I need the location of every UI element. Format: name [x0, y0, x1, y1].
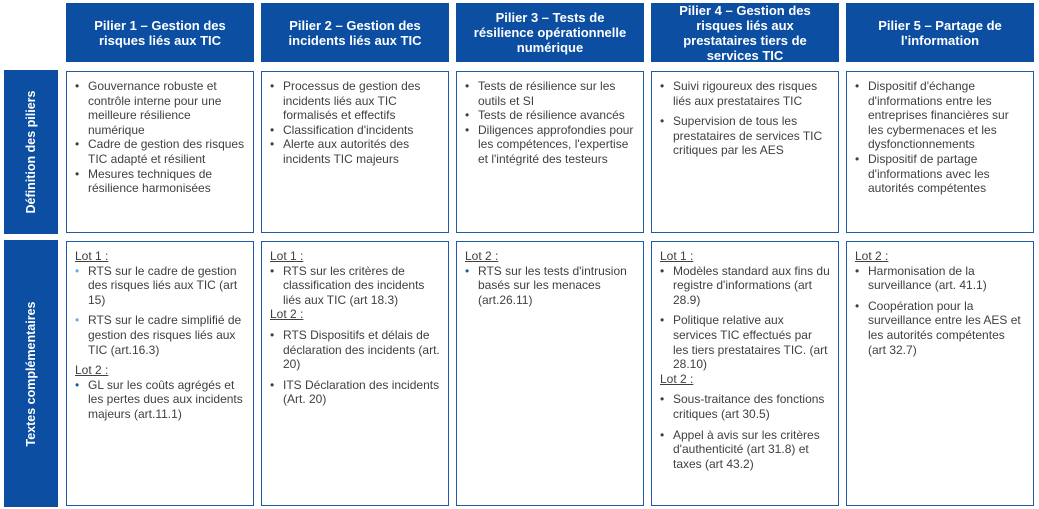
- text-item: Sous-traitance des fonctions critiques (art 30.5): [673, 392, 825, 421]
- text-item: Politique relative aux services TIC effectués par les tiers prestataires TIC. (art 28.10): [673, 313, 828, 372]
- lot-label: Lot 2 :: [465, 249, 499, 263]
- list-item: [660, 114, 830, 158]
- definition-text: Mesures techniques de résilience harmonisées: [88, 166, 213, 196]
- bullet-icon: •: [270, 263, 275, 278]
- bullet-icon: •: [75, 377, 80, 392]
- bullet-icon: •: [855, 263, 860, 278]
- bullet-icon: •: [465, 263, 470, 278]
- bullet-icon: •: [660, 79, 665, 93]
- text-item: Appel à avis sur les critères d'authenticité (art 31.8) et taxes (art 43.2): [673, 427, 820, 471]
- list-item: [660, 79, 830, 108]
- lot-label: Lot 1 :: [75, 249, 109, 263]
- bullet-icon: •: [75, 137, 80, 152]
- bullet-icon: •: [270, 137, 275, 152]
- definition-text: Tests de résilience sur les outils et SI: [478, 79, 616, 108]
- bullet-icon: •: [270, 377, 275, 392]
- list-item: [270, 328, 440, 372]
- header-pilier-4: Pilier 4 – Gestion des risques liés aux prestataires tiers de services TIC: [651, 3, 839, 62]
- row-label-definition: [4, 70, 58, 234]
- texts-cell-2: [261, 241, 449, 506]
- definition-text: Cadre de gestion des risques TIC adapté et résilient: [88, 137, 245, 166]
- bullet-icon: •: [270, 327, 275, 342]
- text-item: Modèles standard aux fins du registre d'informations (art 28.9): [673, 263, 830, 307]
- list-item: [75, 79, 245, 137]
- list-item: [75, 167, 245, 196]
- bullet-icon: •: [855, 79, 860, 93]
- list-item: [270, 378, 440, 407]
- definition-text: Classification d'incidents: [283, 122, 414, 137]
- lot-label: Lot 1 :: [660, 249, 694, 263]
- list-item: [855, 264, 1025, 293]
- definition-text: Gouvernance robuste et contrôle interne pour une meilleure résilience numérique: [88, 79, 222, 137]
- list-item: [465, 79, 635, 108]
- list-item: [75, 313, 245, 357]
- lot-label: Lot 1 :: [270, 249, 304, 263]
- bullet-icon: •: [660, 313, 665, 328]
- list-item: [465, 123, 635, 167]
- bullet-icon: •: [75, 313, 80, 328]
- text-item: GL sur les coûts agrégés et les pertes dues aux incidents majeurs (art.11.1): [88, 377, 243, 421]
- list-item: [855, 79, 1025, 152]
- definition-text: Diligences approfondies pour les compétences, l'expertise et l'intégrité des testeurs: [478, 122, 634, 166]
- bullet-icon: •: [660, 392, 665, 407]
- row-label-textes: [4, 240, 58, 507]
- text-item: RTS sur le cadre simplifié de gestion des risques liés aux TIC (art.16.3): [88, 313, 242, 357]
- lot-label: Lot 2 :: [270, 307, 304, 322]
- text-item: RTS sur les tests d'intrusion basés sur les menaces (art.26.11): [478, 263, 627, 307]
- texts-cell-1: [66, 241, 254, 506]
- list-item: [855, 152, 1025, 196]
- header-pilier-5: Pilier 5 – Partage de l'information: [846, 3, 1034, 62]
- list-item: [270, 79, 440, 123]
- text-item: Harmonisation de la surveillance (art. 41.1): [868, 263, 987, 293]
- list-item: [660, 264, 830, 308]
- bullet-icon: •: [75, 79, 80, 93]
- bullet-icon: •: [660, 263, 665, 278]
- list-item: [465, 264, 635, 308]
- bullet-icon: •: [465, 79, 470, 93]
- lot-label: Lot 2 :: [855, 249, 889, 263]
- header-pilier-1: Pilier 1 – Gestion des risques liés aux TIC: [66, 3, 254, 62]
- texts-cell-3: [456, 241, 644, 506]
- text-item: RTS sur le cadre de gestion des risques liés aux TIC (art 15): [88, 263, 238, 307]
- definition-text: Dispositif d'échange d'informations entre les entreprises financières sur les cybermenaces et les dysfonctionnements: [868, 79, 1009, 152]
- header-pilier-2: Pilier 2 – Gestion des incidents liés aux TIC: [261, 3, 449, 62]
- row-label-textes-text: Textes complémentaires: [24, 301, 38, 446]
- definition-cell-5: [846, 71, 1034, 233]
- list-item: [660, 313, 830, 371]
- list-item: [660, 392, 830, 421]
- header-pilier-3: Pilier 3 – Tests de résilience opérationnelle numérique: [456, 3, 644, 62]
- list-item: [660, 428, 830, 472]
- bullet-icon: •: [465, 108, 470, 123]
- bullet-icon: •: [855, 151, 860, 166]
- definition-cell-1: [66, 71, 254, 233]
- bullet-icon: •: [465, 122, 470, 137]
- bullet-icon: •: [75, 166, 80, 181]
- lot-label: Lot 2 :: [75, 363, 109, 378]
- definition-cell-2: [261, 71, 449, 233]
- definition-text: Suivi rigoureux des risques liés aux prestataires TIC: [673, 79, 818, 108]
- text-item: RTS Dispositifs et délais de déclaration des incidents (art. 20): [283, 327, 440, 372]
- definition-text: Processus de gestion des incidents liés aux TIC formalisés et effectifs: [283, 79, 421, 123]
- text-item: RTS sur les critères de classification des incidents liés aux TIC (art 18.3): [283, 263, 425, 307]
- definition-text: Alerte aux autorités des incidents TIC majeurs: [283, 137, 410, 166]
- definition-text: Supervision de tous les prestataires de services TIC critiques par les AES: [673, 114, 823, 158]
- lot-label: Lot 2 :: [660, 371, 694, 386]
- list-item: [75, 137, 245, 166]
- list-item: [855, 299, 1025, 357]
- list-item: [270, 137, 440, 166]
- texts-cell-4: [651, 241, 839, 506]
- bullet-icon: •: [660, 427, 665, 442]
- list-item: [465, 108, 635, 123]
- texts-cell-5: [846, 241, 1034, 506]
- definition-text: Dispositif de partage d'informations avec les autorités compétentes: [868, 151, 990, 196]
- definition-cell-3: [456, 71, 644, 233]
- bullet-icon: •: [75, 263, 80, 278]
- bullet-icon: •: [270, 122, 275, 137]
- list-item: [270, 264, 440, 308]
- bullet-icon: •: [270, 79, 275, 93]
- text-item: Coopération pour la surveillance entre les AES et les autorités compétentes (art 32.7): [868, 298, 1021, 357]
- list-item: [270, 123, 440, 138]
- definition-cell-4: [651, 71, 839, 233]
- text-item: ITS Déclaration des incidents (Art. 20): [283, 377, 440, 407]
- bullet-icon: •: [855, 298, 860, 313]
- bullet-icon: •: [660, 114, 665, 129]
- list-item: [75, 378, 245, 422]
- row-label-definition-text: Définition des piliers: [24, 90, 38, 214]
- definition-text: Tests de résilience avancés: [478, 108, 625, 123]
- list-item: [75, 264, 245, 308]
